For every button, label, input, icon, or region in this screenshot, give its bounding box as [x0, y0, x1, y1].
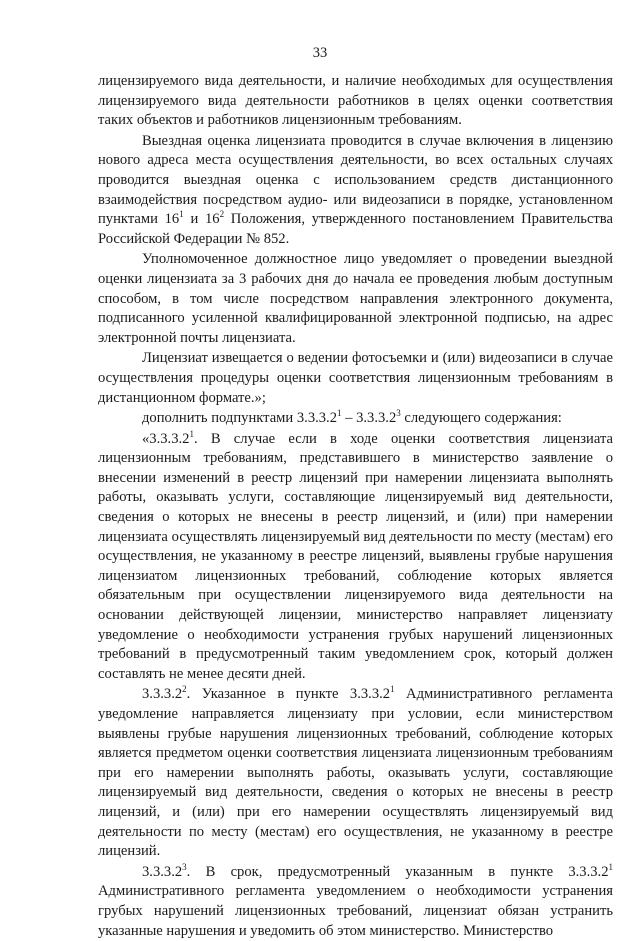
paragraph-3-text: Уполномоченное должностное лицо уведомляет о проведении выездной оценки лицензиата за 3 рабочих дня до начала ее проведения любым доступным способом, в том числе посредством направления электронного документа, подписанного усиленной квалифицированной электронной подписью, на адрес электронной почты лицензиата.	[98, 251, 613, 346]
paragraph-7-text: 3.3.3.2	[142, 686, 183, 703]
paragraph-6	[98, 430, 613, 685]
superscript: 1	[608, 861, 613, 872]
paragraph-2	[98, 132, 613, 250]
paragraph-7-mid: . Указанное в пункте 3.3.3.2	[186, 686, 391, 703]
paragraph-3	[98, 250, 613, 348]
paragraph-7-tail: Административного регламента уведомление направляется лицензиату при условии, если министерством выявлены грубые нарушения лицензионных требований, соблюдение которых является предметом оценки соответствия лицензиата лицензионным требованиям при его намерении выполнять работы, оказывать услуги, составляющие лицензируемый вид деятельности, сведения о которых не внесены в реестр лицензий, и (или) при его намерении осуществлять лицензируемый вид деятельности по месту (местам) его осуществления, не указанному в реестре лицензий.	[98, 686, 613, 860]
paragraph-2-text: Выездная оценка лицензиата проводится в случае включения в лицензию нового адреса места осуществления деятельности, во всех остальных случаях проводится выездная оценка с использованием средств дистанционного взаимодействия посредством аудио- или видеозаписи в порядке, установленном пунктами 16	[98, 132, 613, 228]
paragraph-2-tail: Положения, утвержденного постановлением Правительства Российской Федерации № 852.	[98, 211, 613, 247]
document-body	[98, 72, 613, 941]
paragraph-5-text: дополнить подпунктами 3.3.3.2	[142, 410, 338, 427]
page-number: 33	[312, 45, 328, 61]
paragraph-5-tail: следующего содержания:	[400, 410, 562, 427]
paragraph-8-tail: Административного регламента уведомлением о необходимости устранения грубых нарушений лицензионных требований, лицензиат обязан устранить указанные нарушения и уведомить об этом министерство. Министерство	[98, 883, 613, 939]
superscript: 1	[337, 408, 342, 419]
superscript: 1	[189, 428, 194, 439]
paragraph-1-text: лицензируемого вида деятельности, и наличие необходимых для осуществления лицензируемого вида деятельности работников в целях оценки соответствия таких объектов и работников лицензионным требованиям.	[98, 73, 613, 129]
paragraph-2-mid: и 16	[183, 211, 220, 228]
superscript: 2	[182, 684, 187, 695]
paragraph-7	[98, 685, 613, 861]
superscript: 3	[182, 861, 187, 872]
paragraph-4-text: Лицензиат извещается о ведении фотосъемки и (или) видеозаписи в случае осуществления процедуры оценки соответствия лицензионным требованиям в дистанционном формате.»;	[98, 350, 613, 406]
superscript: 1	[390, 684, 395, 695]
superscript: 1	[179, 209, 184, 220]
paragraph-1	[98, 72, 613, 131]
paragraph-5-mid: – 3.3.3.2	[341, 410, 397, 427]
superscript: 2	[219, 209, 225, 220]
paragraph-8-mid: . В срок, предусмотренный указанным в пункте 3.3.3.2	[186, 863, 609, 880]
paragraph-6-text: «3.3.3.2	[142, 430, 190, 447]
paragraph-8	[98, 863, 613, 941]
paragraph-4	[98, 349, 613, 408]
paragraph-5	[98, 409, 613, 429]
superscript: 3	[396, 408, 401, 419]
paragraph-6-tail: . В случае если в ходе оценки соответствия лицензиата лицензионным требованиям, представившего в министерство заявление о внесении изменений в реестр лицензий при намерении лицензиата выполнять работы, оказывать услуги, составляющие лицензируемый вид деятельности, сведения о которых не внесены в реестр лицензий, и (или) при намерении лицензиата осуществлять лицензируемый вид деятельности по месту (местам) его осуществления, не указанному в реестре лицензий, выявлены грубые нарушения лицензиатом лицензионных требований, соблюдение которых является обязательным при осуществлении лицензируемого вида деятельности на основании действующей лицензии, министерство направляет лицензиату уведомление о необходимости устранения грубых нарушений лицензионных требований в предусмотренный таким уведомлением срок, который должен составлять не менее десяти дней.	[98, 430, 613, 682]
paragraph-8-text: 3.3.3.2	[142, 863, 183, 880]
